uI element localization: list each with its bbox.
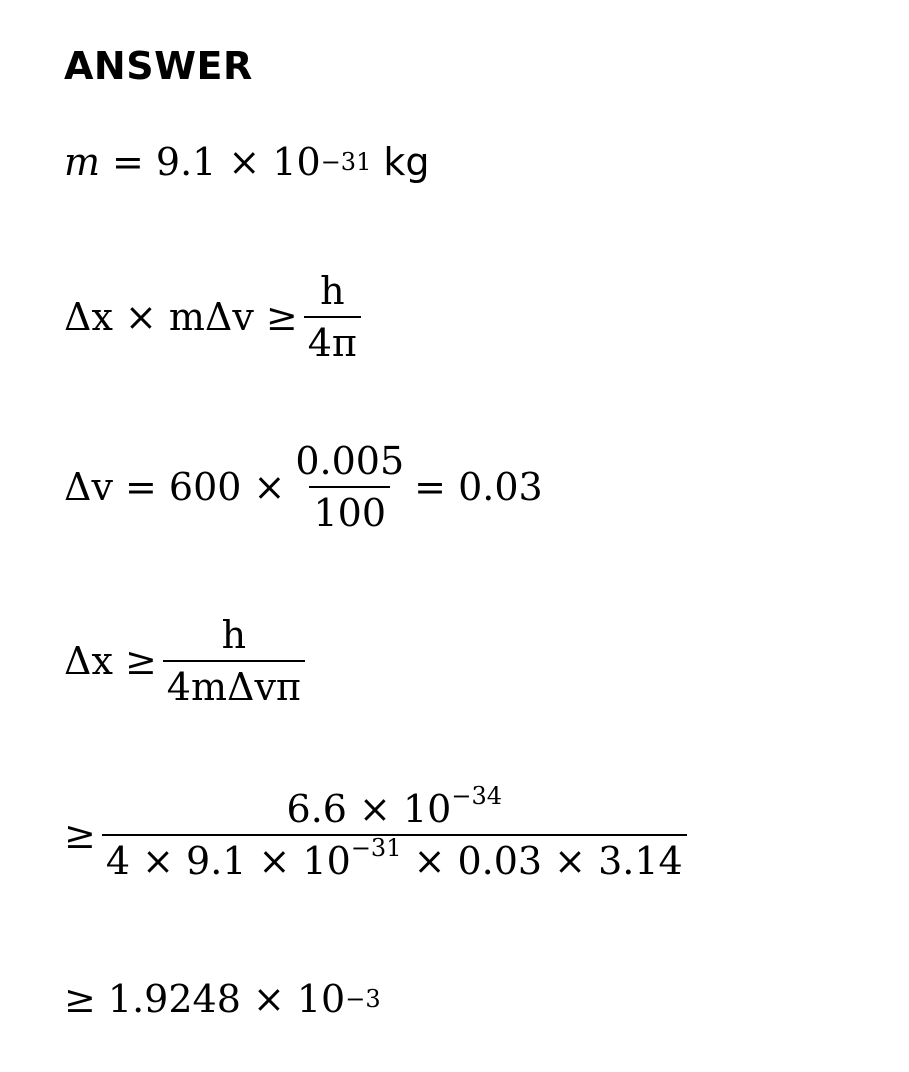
fraction-numerator: $6.6 \times 10^{-34}$ [286,782,502,831]
position-fraction [163,613,305,709]
uncertainty-principle-equation [64,269,367,365]
fraction-denominator: 100 [309,486,390,532]
fraction-numerator: 0.005 [295,439,405,483]
fraction-numerator: h [221,613,247,657]
position-uncertainty-equation [64,613,311,709]
equals-sign: = [112,140,144,184]
mass-unit: kg [383,140,430,184]
velocity-fraction [291,439,408,535]
substitution-lhs: ≥ [64,813,96,857]
fraction-denominator: 4π [304,316,361,362]
fraction-denominator: $4 \times 9.1 \times 10^{-31} \times 0.03 \times 3.14$ [102,834,687,880]
mass-equation: m = 9.1 × 10 −31 kg [64,140,430,184]
result-value: ≥ 1.9248 × 10 [64,977,346,1021]
fraction-denominator: 4mΔvπ [163,660,305,706]
mass-coefficient: 9.1 × 10 [155,140,321,184]
uncertainty-lhs: Δx × mΔv ≥ [64,295,298,339]
substitution-fraction [102,782,687,883]
velocity-uncertainty-equation [64,439,543,535]
fraction-numerator: h [320,269,345,313]
answer-heading: ANSWER [64,44,253,88]
uncertainty-fraction [304,269,361,365]
velocity-result: = 0.03 [414,465,543,509]
position-lhs: Δx ≥ [64,639,157,683]
final-result: ≥ 1.9248 × 10 −3 [64,977,381,1021]
substitution-equation [64,782,693,883]
mass-variable: m [64,140,101,184]
velocity-lhs: Δv = 600 × [64,465,286,509]
